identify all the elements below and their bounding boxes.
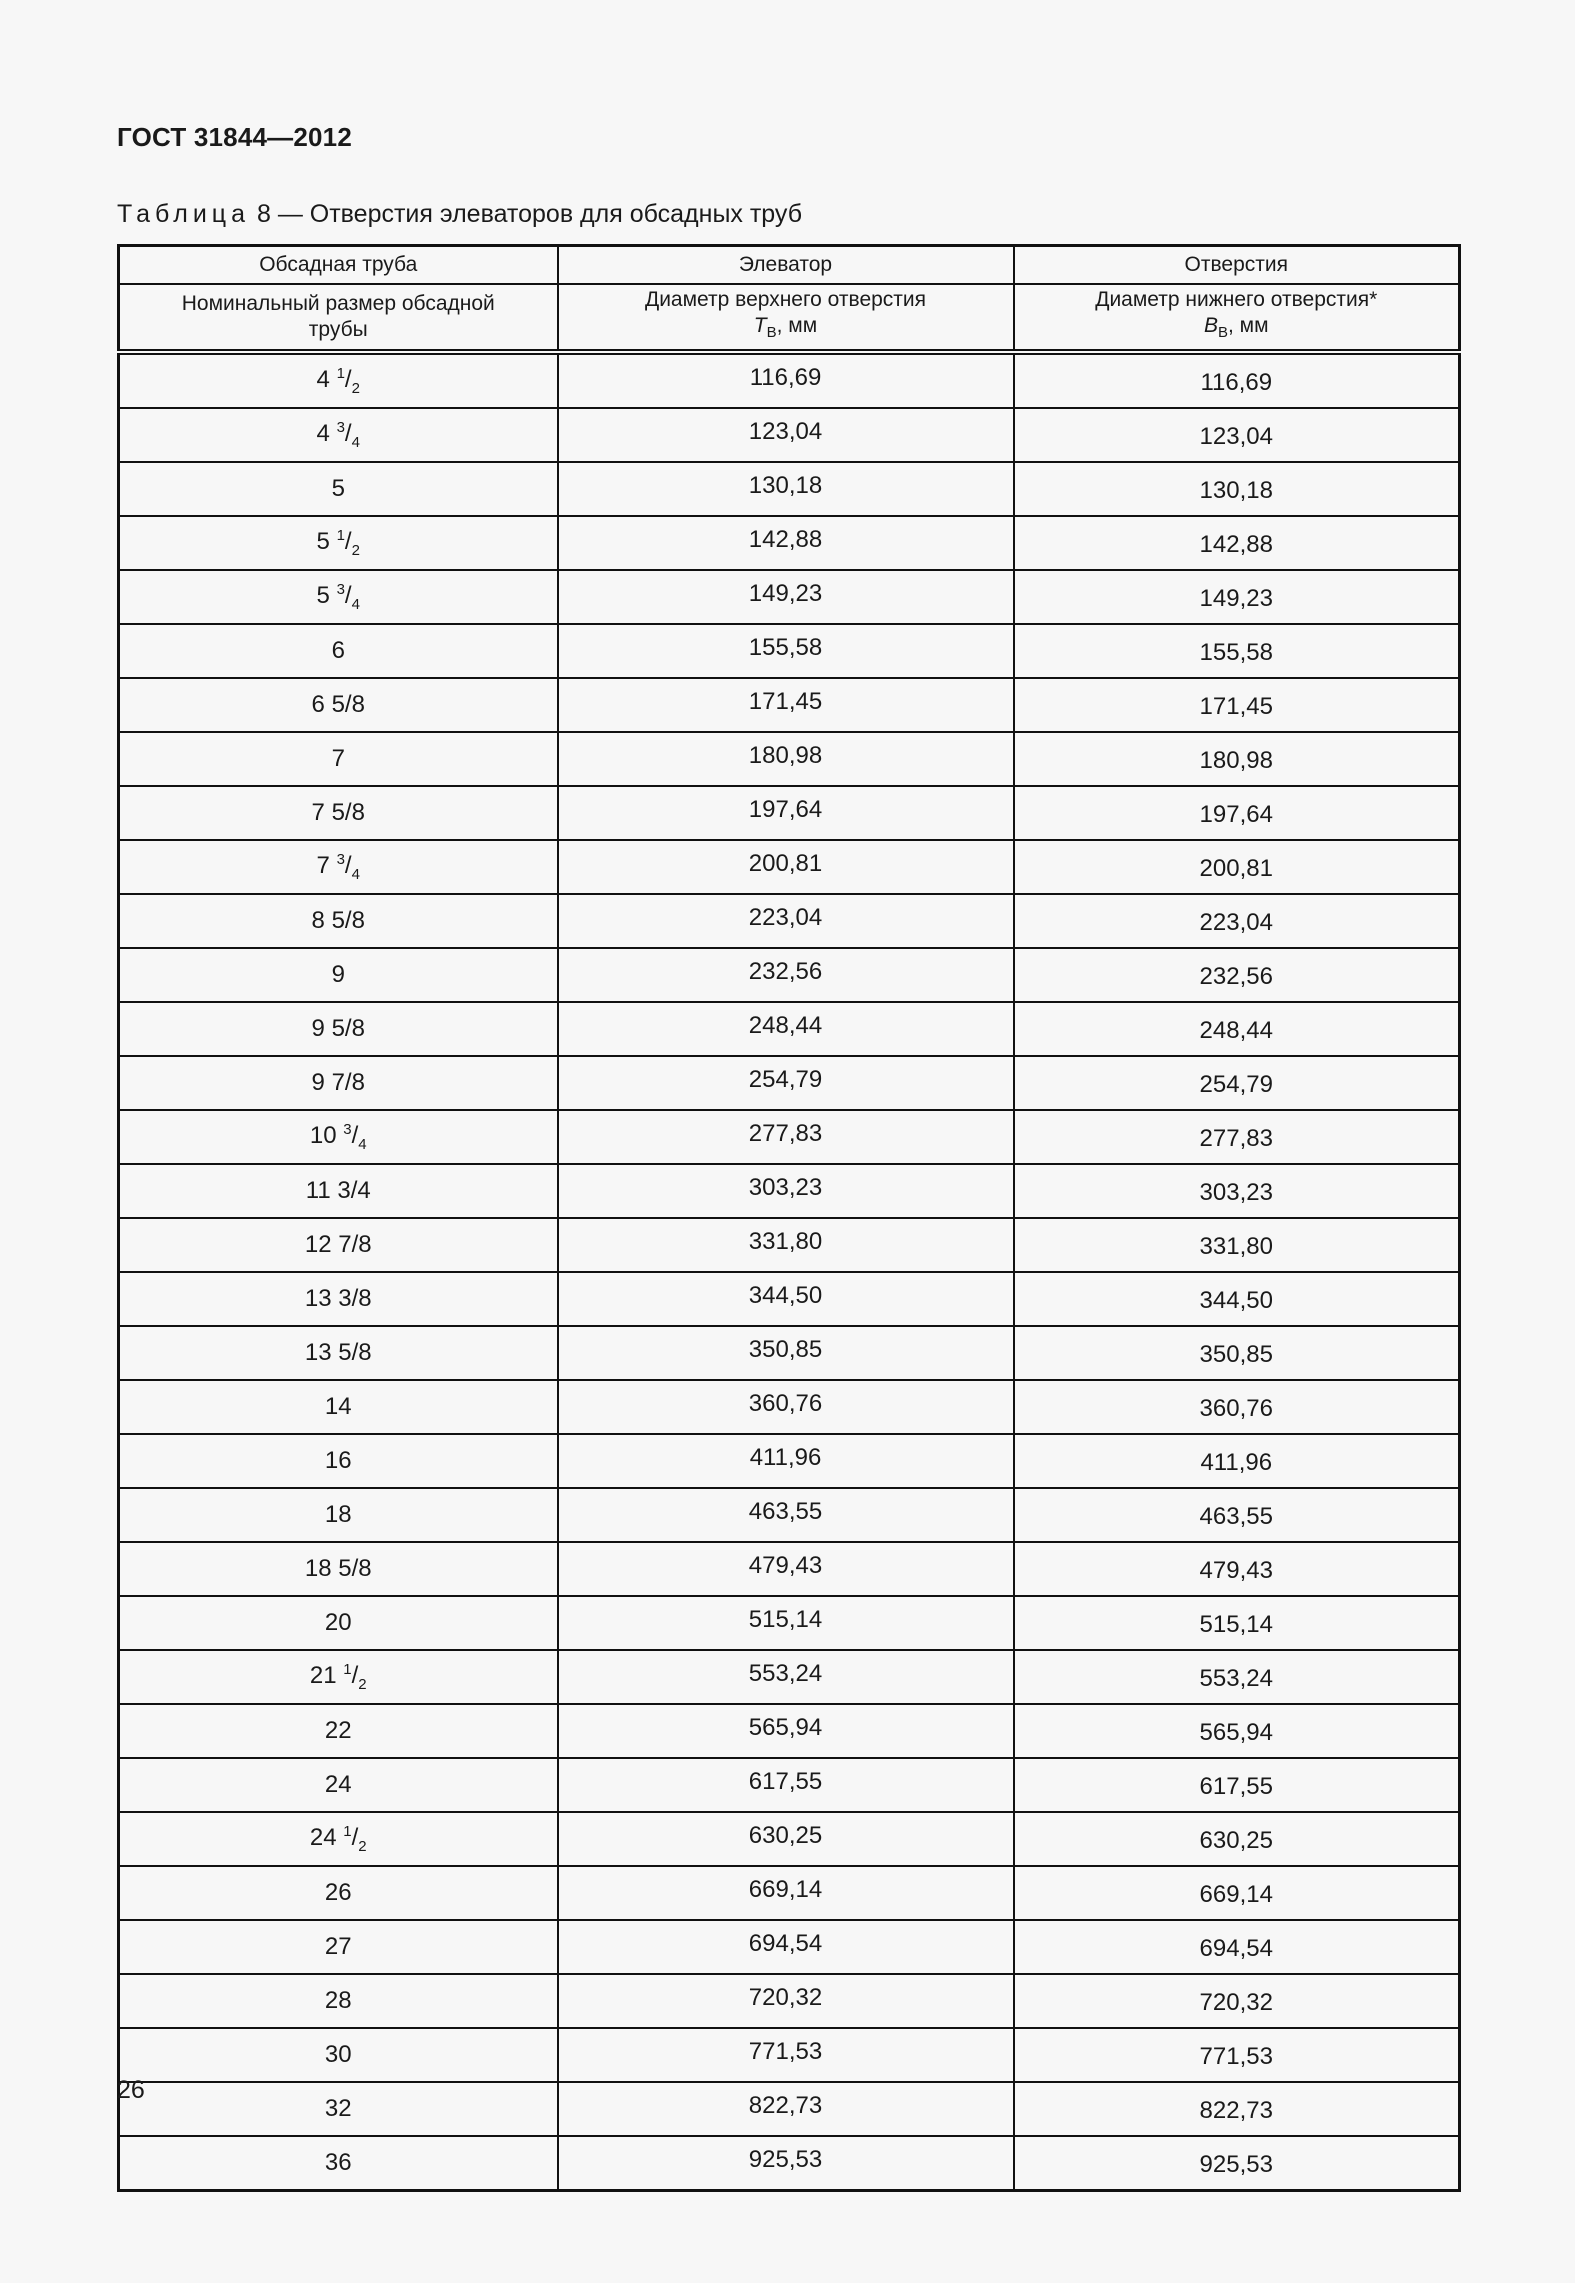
- table-body: [119, 352, 1460, 2191]
- table-row: [119, 948, 1460, 1002]
- fraction-denominator: 2: [358, 1837, 367, 1855]
- casing-size-whole: 6: [331, 637, 345, 664]
- cell-lower-diameter: 553,24: [1014, 1650, 1460, 1704]
- casing-size-whole: 6 5/8: [311, 691, 365, 718]
- cell-casing-size: [119, 1272, 558, 1326]
- cell-upper-diameter: 223,04: [558, 894, 1014, 948]
- cell-lower-diameter: 331,80: [1014, 1218, 1460, 1272]
- table-row: [119, 1380, 1460, 1434]
- table-row: [119, 1110, 1460, 1164]
- table-row: [119, 786, 1460, 840]
- cell-upper-diameter: 142,88: [558, 516, 1014, 570]
- casing-size-whole: 21: [309, 1662, 337, 1690]
- cell-casing-size: [119, 1110, 558, 1164]
- cell-casing-size: [119, 1920, 558, 1974]
- cell-upper-diameter: 617,55: [558, 1758, 1014, 1812]
- header-elevator: Элеватор: [558, 246, 1014, 285]
- fraction-denominator: 2: [351, 379, 360, 397]
- fraction-slash: /: [351, 1662, 359, 1690]
- cell-lower-diameter: 171,45: [1014, 678, 1460, 732]
- cell-upper-diameter: 771,53: [558, 2028, 1014, 2082]
- cell-upper-diameter: 180,98: [558, 732, 1014, 786]
- casing-size-whole: 7: [316, 852, 330, 880]
- table-row: [119, 2136, 1460, 2191]
- fraction-denominator: 4: [351, 865, 360, 883]
- cell-upper-diameter: 360,76: [558, 1380, 1014, 1434]
- cell-casing-size: [119, 1812, 558, 1866]
- cell-lower-diameter: 617,55: [1014, 1758, 1460, 1812]
- casing-size-whole: 22: [324, 1717, 352, 1744]
- casing-size-whole: 4: [316, 366, 330, 394]
- cell-upper-diameter: 925,53: [558, 2136, 1014, 2191]
- cell-casing-size: [119, 840, 558, 894]
- cell-upper-diameter: 463,55: [558, 1488, 1014, 1542]
- cell-lower-diameter: 254,79: [1014, 1056, 1460, 1110]
- cell-lower-diameter: 344,50: [1014, 1272, 1460, 1326]
- cell-casing-size: [119, 624, 558, 678]
- casing-size-whole: 5: [316, 582, 330, 610]
- cell-lower-diameter: 463,55: [1014, 1488, 1460, 1542]
- upper-symbol: T: [753, 314, 767, 338]
- table-row: [119, 1758, 1460, 1812]
- header-lower-diameter: [1014, 284, 1460, 352]
- header-lower-diameter-symbol: [1015, 313, 1459, 346]
- casing-size-whole: 7: [331, 745, 345, 772]
- table-row: [119, 1542, 1460, 1596]
- table-row: [119, 1866, 1460, 1920]
- cell-upper-diameter: 479,43: [558, 1542, 1014, 1596]
- casing-size-whole: 9 5/8: [311, 1015, 365, 1042]
- cell-lower-diameter: 630,25: [1014, 1812, 1460, 1866]
- lower-unit: , мм: [1227, 314, 1269, 338]
- cell-upper-diameter: 254,79: [558, 1056, 1014, 1110]
- cell-upper-diameter: 248,44: [558, 1002, 1014, 1056]
- header-upper-diameter-text: Диаметр верхнего отверстия: [644, 288, 927, 312]
- cell-lower-diameter: 515,14: [1014, 1596, 1460, 1650]
- page-number: 26: [117, 2076, 145, 2104]
- cell-casing-size: [119, 1488, 558, 1542]
- header-openings: Отверстия: [1014, 246, 1460, 285]
- cell-upper-diameter: 565,94: [558, 1704, 1014, 1758]
- cell-upper-diameter: 171,45: [558, 678, 1014, 732]
- cell-lower-diameter: 720,32: [1014, 1974, 1460, 2028]
- header-casing-pipe: Обсадная труба: [119, 246, 558, 285]
- table-row: [119, 1218, 1460, 1272]
- cell-upper-diameter: 197,64: [558, 786, 1014, 840]
- fraction-slash: /: [344, 852, 352, 880]
- cell-upper-diameter: 822,73: [558, 2082, 1014, 2136]
- cell-upper-diameter: 331,80: [558, 1218, 1014, 1272]
- cell-lower-diameter: 360,76: [1014, 1380, 1460, 1434]
- cell-upper-diameter: 116,69: [558, 352, 1014, 408]
- fraction-denominator: 2: [351, 541, 360, 559]
- table-row: [119, 2028, 1460, 2082]
- table-row: [119, 732, 1460, 786]
- casing-size-whole: 28: [324, 1987, 352, 2014]
- cell-upper-diameter: 303,23: [558, 1164, 1014, 1218]
- cell-lower-diameter: 694,54: [1014, 1920, 1460, 1974]
- cell-lower-diameter: 350,85: [1014, 1326, 1460, 1380]
- header-nominal-size-text: Номинальный размер обсадной трубы: [181, 292, 495, 341]
- casing-size-whole: 8 5/8: [311, 907, 365, 934]
- table-row: [119, 1974, 1460, 2028]
- cell-upper-diameter: 669,14: [558, 1866, 1014, 1920]
- cell-lower-diameter: 142,88: [1014, 516, 1460, 570]
- table-container: [117, 244, 1458, 2192]
- cell-upper-diameter: 155,58: [558, 624, 1014, 678]
- table-row: [119, 1272, 1460, 1326]
- casing-size-whole: 12 7/8: [304, 1231, 372, 1258]
- cell-lower-diameter: 771,53: [1014, 2028, 1460, 2082]
- cell-lower-diameter: 248,44: [1014, 1002, 1460, 1056]
- casing-size-whole: 26: [324, 1879, 352, 1906]
- table-row: [119, 1812, 1460, 1866]
- upper-symbol-subscript: В: [766, 324, 777, 342]
- cell-lower-diameter: 303,23: [1014, 1164, 1460, 1218]
- cell-upper-diameter: 130,18: [558, 462, 1014, 516]
- cell-lower-diameter: 223,04: [1014, 894, 1460, 948]
- header-upper-diameter-symbol: [559, 313, 1013, 346]
- header-row-groups: [119, 246, 1460, 285]
- table-caption-text: 8 — Отверстия элеваторов для обсадных труб: [256, 200, 803, 228]
- lower-symbol: B: [1203, 314, 1218, 338]
- fraction-slash: /: [344, 528, 352, 556]
- casing-size-whole: 4: [316, 420, 330, 448]
- fraction-slash: /: [344, 420, 352, 448]
- cell-casing-size: [119, 1380, 558, 1434]
- header-lower-diameter-text: Диаметр нижнего отверстия*: [1095, 288, 1378, 312]
- table-row: [119, 1326, 1460, 1380]
- fraction-numerator: 1: [336, 365, 345, 383]
- cell-lower-diameter: 479,43: [1014, 1542, 1460, 1596]
- cell-casing-size: [119, 1434, 558, 1488]
- upper-unit: , мм: [776, 314, 818, 338]
- cell-upper-diameter: 344,50: [558, 1272, 1014, 1326]
- cell-casing-size: [119, 678, 558, 732]
- fraction-slash: /: [344, 366, 352, 394]
- table-row: [119, 1920, 1460, 1974]
- cell-casing-size: [119, 1542, 558, 1596]
- cell-upper-diameter: 350,85: [558, 1326, 1014, 1380]
- cell-lower-diameter: 565,94: [1014, 1704, 1460, 1758]
- cell-casing-size: [119, 1650, 558, 1704]
- table-row: [119, 840, 1460, 894]
- cell-lower-diameter: 116,69: [1014, 352, 1460, 408]
- fraction-denominator: 4: [351, 433, 360, 451]
- fraction-numerator: 1: [343, 1823, 352, 1841]
- fraction-slash: /: [351, 1824, 359, 1852]
- cell-upper-diameter: 232,56: [558, 948, 1014, 1002]
- table-row: [119, 1056, 1460, 1110]
- table-row: [119, 2082, 1460, 2136]
- cell-upper-diameter: 553,24: [558, 1650, 1014, 1704]
- casing-size-whole: 11 3/4: [305, 1177, 371, 1204]
- cell-casing-size: [119, 2136, 558, 2191]
- header-row-columns: [119, 284, 1460, 352]
- cell-lower-diameter: 669,14: [1014, 1866, 1460, 1920]
- cell-upper-diameter: 200,81: [558, 840, 1014, 894]
- cell-lower-diameter: 130,18: [1014, 462, 1460, 516]
- casing-size-whole: 27: [324, 1933, 352, 1960]
- lower-symbol-subscript: В: [1217, 324, 1228, 342]
- table-row: [119, 408, 1460, 462]
- cell-lower-diameter: 200,81: [1014, 840, 1460, 894]
- cell-lower-diameter: 123,04: [1014, 408, 1460, 462]
- cell-casing-size: [119, 948, 558, 1002]
- casing-size-whole: 13 5/8: [304, 1339, 372, 1366]
- table-row: [119, 1164, 1460, 1218]
- cell-casing-size: [119, 1002, 558, 1056]
- fraction-denominator: 2: [358, 1675, 367, 1693]
- casing-size-whole: 14: [324, 1393, 352, 1420]
- cell-lower-diameter: 411,96: [1014, 1434, 1460, 1488]
- fraction-numerator: 3: [336, 581, 345, 599]
- cell-casing-size: [119, 352, 558, 408]
- casing-size-whole: 16: [324, 1447, 352, 1474]
- table-row: [119, 1704, 1460, 1758]
- casing-size-whole: 5: [316, 528, 330, 556]
- casing-size-whole: 7 5/8: [311, 799, 365, 826]
- cell-casing-size: [119, 2028, 558, 2082]
- fraction-numerator: 3: [343, 1121, 352, 1139]
- cell-casing-size: [119, 1704, 558, 1758]
- casing-size-whole: 32: [324, 2095, 352, 2122]
- table-row: [119, 1650, 1460, 1704]
- cell-lower-diameter: 180,98: [1014, 732, 1460, 786]
- fraction-numerator: 3: [336, 419, 345, 437]
- cell-casing-size: [119, 1596, 558, 1650]
- fraction-numerator: 1: [336, 527, 345, 545]
- header-upper-diameter: [558, 284, 1014, 352]
- cell-casing-size: [119, 732, 558, 786]
- table-caption: [117, 200, 802, 229]
- table-row: [119, 678, 1460, 732]
- cell-casing-size: [119, 894, 558, 948]
- cell-casing-size: [119, 786, 558, 840]
- cell-casing-size: [119, 1056, 558, 1110]
- casing-size-whole: 18 5/8: [304, 1555, 372, 1582]
- casing-size-whole: 10: [309, 1122, 337, 1150]
- cell-upper-diameter: 277,83: [558, 1110, 1014, 1164]
- cell-casing-size: [119, 1866, 558, 1920]
- cell-upper-diameter: 630,25: [558, 1812, 1014, 1866]
- fraction-numerator: 1: [343, 1661, 352, 1679]
- document-code: ГОСТ 31844—2012: [117, 122, 352, 152]
- casing-size-whole: 13 3/8: [304, 1285, 372, 1312]
- cell-casing-size: [119, 408, 558, 462]
- cell-casing-size: [119, 1164, 558, 1218]
- fraction-denominator: 4: [358, 1135, 367, 1153]
- casing-size-whole: 24: [324, 1771, 352, 1798]
- casing-size-whole: 9 7/8: [311, 1069, 365, 1096]
- cell-casing-size: [119, 1974, 558, 2028]
- fraction-numerator: 3: [336, 851, 345, 869]
- cell-lower-diameter: 155,58: [1014, 624, 1460, 678]
- fraction-slash: /: [344, 582, 352, 610]
- cell-casing-size: [119, 570, 558, 624]
- casing-size-whole: 30: [324, 2041, 352, 2068]
- elevator-openings-table: [117, 244, 1461, 2192]
- cell-casing-size: [119, 516, 558, 570]
- table-row: [119, 1434, 1460, 1488]
- casing-size-whole: 5: [331, 475, 345, 502]
- cell-casing-size: [119, 2082, 558, 2136]
- cell-upper-diameter: 720,32: [558, 1974, 1014, 2028]
- cell-upper-diameter: 515,14: [558, 1596, 1014, 1650]
- casing-size-whole: 20: [324, 1609, 352, 1636]
- cell-lower-diameter: 822,73: [1014, 2082, 1460, 2136]
- table-row: [119, 1596, 1460, 1650]
- table-row: [119, 462, 1460, 516]
- cell-lower-diameter: 232,56: [1014, 948, 1460, 1002]
- cell-upper-diameter: 149,23: [558, 570, 1014, 624]
- header-nominal-size: [119, 284, 558, 352]
- cell-lower-diameter: 277,83: [1014, 1110, 1460, 1164]
- table-row: [119, 570, 1460, 624]
- table-row: [119, 516, 1460, 570]
- fraction-slash: /: [351, 1122, 359, 1150]
- cell-casing-size: [119, 1218, 558, 1272]
- table-row: [119, 352, 1460, 408]
- casing-size-whole: 9: [331, 961, 345, 988]
- fraction-denominator: 4: [351, 595, 360, 613]
- table-row: [119, 894, 1460, 948]
- cell-upper-diameter: 694,54: [558, 1920, 1014, 1974]
- cell-lower-diameter: 149,23: [1014, 570, 1460, 624]
- table-caption-label: Таблица: [117, 200, 251, 228]
- cell-casing-size: [119, 1326, 558, 1380]
- cell-lower-diameter: 925,53: [1014, 2136, 1460, 2191]
- cell-lower-diameter: 197,64: [1014, 786, 1460, 840]
- table-row: [119, 1002, 1460, 1056]
- cell-upper-diameter: 123,04: [558, 408, 1014, 462]
- casing-size-whole: 18: [324, 1501, 352, 1528]
- table-row: [119, 1488, 1460, 1542]
- cell-casing-size: [119, 1758, 558, 1812]
- casing-size-whole: 36: [324, 2149, 352, 2176]
- cell-casing-size: [119, 462, 558, 516]
- casing-size-whole: 24: [309, 1824, 337, 1852]
- table-row: [119, 624, 1460, 678]
- cell-upper-diameter: 411,96: [558, 1434, 1014, 1488]
